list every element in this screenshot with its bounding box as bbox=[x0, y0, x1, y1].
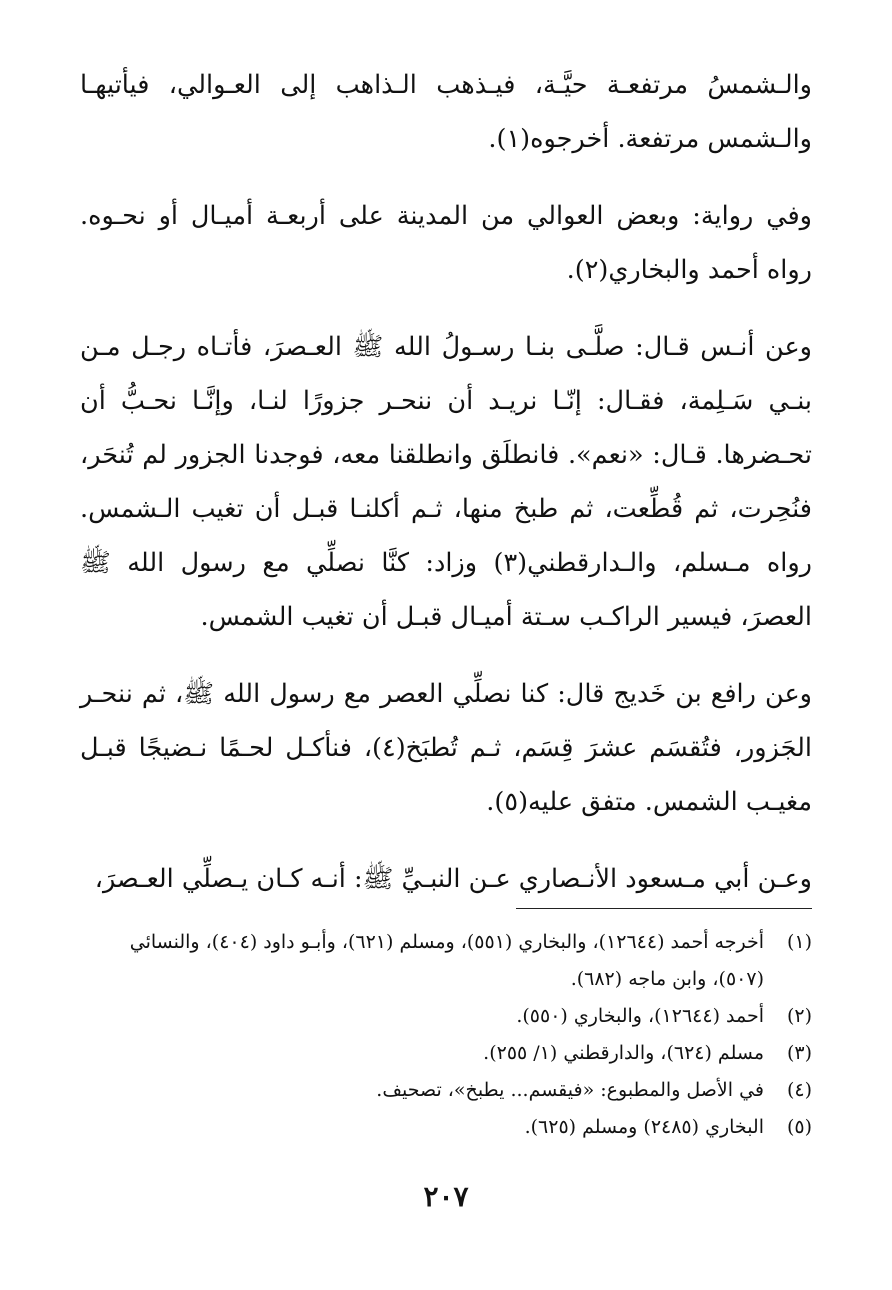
footnote-number: (٣) bbox=[786, 1042, 812, 1064]
paragraph-3: وعن أنـس قـال: صلَّـى بنـا رسـولُ الله ﷺ العـصرَ، فأتـاه رجـل مـن بنـي سَـلِمة، فقـال: إنّـا نريـد أن ننحـر جزورًا لنـا، وإنَّـا نحـبُّ أن تحـضرها. قـال: «نعم». فانطلَق وانطلقنا معه، فوجدنا الجزور لم تُنحَر، فنُحِرت، ثم قُطِّعت، ثم طبخ منها، ثـم أكلنـا قبـل أن تغيب الـشمس. رواه مـسلم، والـدارقطني(٣) وزاد: كنَّا نصلِّي مع رسول الله ﷺ العصرَ، فيسير الراكـب سـتة أميـال قبـل أن تغيب الشمس. bbox=[80, 332, 812, 632]
footnote-5 bbox=[80, 1109, 812, 1146]
footnote-number: (٥) bbox=[786, 1116, 812, 1138]
footnote-text: أحمد (١٢٦٤٤)، والبخاري (٥٥٠). bbox=[516, 1005, 764, 1027]
footnote-text: مسلم (٦٢٤)، والدارقطني (١/ ٢٥٥). bbox=[483, 1042, 764, 1064]
paragraph-2: وفي رواية: وبعض العوالي من المدينة على أربعـة أميـال أو نحـوه. رواه أحمد والبخاري(٢). bbox=[80, 201, 812, 285]
book-page bbox=[80, 58, 812, 1258]
paragraph-4: وعن رافع بن خَديج قال: كنا نصلِّي العصر مع رسول الله ﷺ، ثم ننحـر الجَزور، فتُقسَم عشرَ قِسَم، ثـم تُطبَخ(٤)، فنأكـل لحـمًا نـضيجًا قبـل مغيـب الشمس. متفق عليه(٥). bbox=[80, 679, 812, 817]
footnote-2 bbox=[80, 998, 812, 1035]
footnotes-section bbox=[80, 924, 812, 1146]
footnote-1 bbox=[80, 924, 812, 998]
footnote-divider bbox=[516, 908, 812, 909]
footnote-text: البخاري (٢٤٨٥) ومسلم (٦٢٥). bbox=[524, 1116, 764, 1138]
footnote-number: (١) bbox=[786, 931, 812, 953]
footnote-text: في الأصل والمطبوع: «فيقسم... يطبخ»، تصحيف. bbox=[376, 1079, 764, 1101]
footnote-number: (٢) bbox=[786, 1005, 812, 1027]
main-text bbox=[80, 58, 812, 906]
footnote-3 bbox=[80, 1035, 812, 1072]
page-number: ٢٠٧ bbox=[423, 1180, 469, 1213]
paragraph-5: وعـن أبي مـسعود الأنـصاري عـن النبـيِّ ﷺ: أنـه كـان يـصلِّي العـصرَ، bbox=[94, 864, 812, 894]
paragraph-1: والـشمسُ مرتفعـة حيَّـة، فيـذهب الـذاهب إلى العـوالي، فيأتيهـا والـشمس مرتفعة. أخرجوه(١). bbox=[80, 70, 812, 154]
footnote-number: (٤) bbox=[786, 1079, 812, 1101]
footnote-4 bbox=[80, 1072, 812, 1109]
footnote-text: أخرجه أحمد (١٢٦٤٤)، والبخاري (٥٥١)، ومسلم (٦٢١)، وأبـو داود (٤٠٤)، والنسائي (٥٠٧)، وابن ماجه (٦٨٢). bbox=[129, 931, 764, 990]
